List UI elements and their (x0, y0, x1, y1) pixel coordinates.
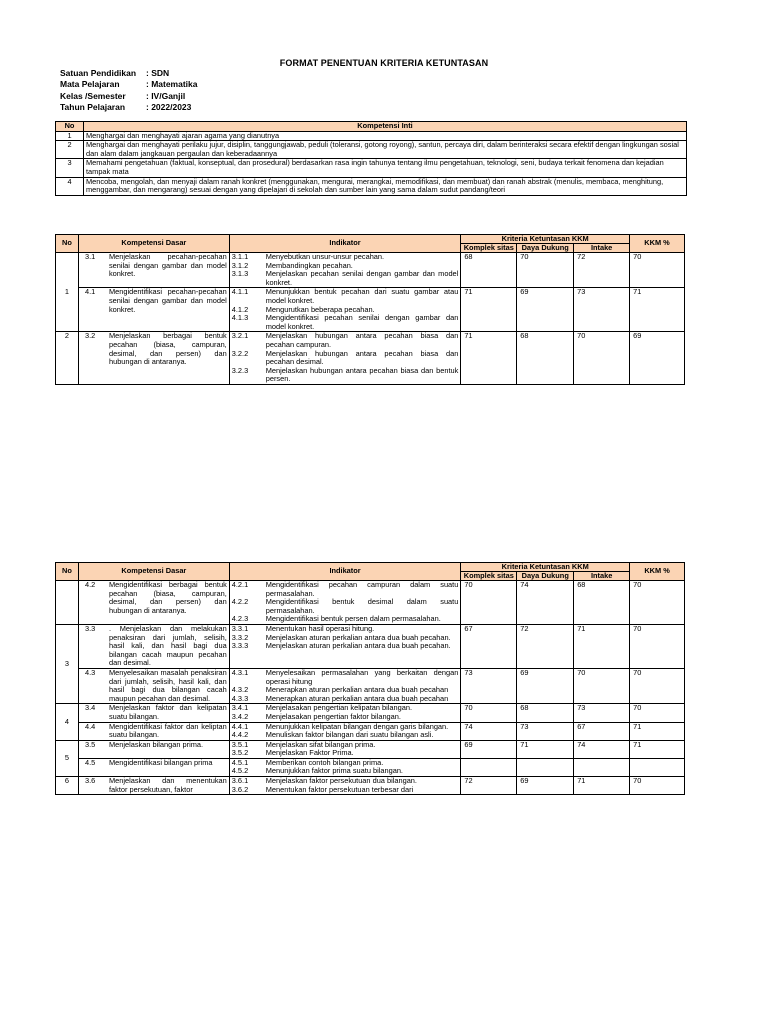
indikator-code: 4.5.2 (231, 766, 249, 776)
indikator-code: 3.1.3 (231, 269, 249, 279)
indikator-code: 4.1.1 (231, 287, 249, 297)
kompetensi-dasar-table-2 (55, 562, 685, 795)
meta-row (60, 102, 198, 113)
indikator-cell (229, 253, 461, 288)
daya-cell: 69 (517, 668, 574, 703)
indikator-code: 3.3.2 (231, 632, 249, 642)
indikator-code: 3.4.2 (231, 711, 249, 721)
indikator-code: 4.4.1 (231, 721, 249, 731)
indikator-text: Menjelaskan hubungan antara pecahan biasa dan bentuk persen. (265, 365, 459, 384)
daya-cell: 68 (517, 332, 574, 385)
kompleksitas-cell: 70 (461, 704, 517, 722)
kd-table-body (56, 581, 685, 795)
intake-cell: 73 (574, 704, 630, 722)
indikator-item (232, 786, 459, 795)
indikator-text: Menjelaskan aturan perkalian antara dua buah pecahan. (265, 632, 451, 642)
intake-cell: 72 (574, 253, 630, 288)
indikator-code: 4.5.1 (231, 757, 249, 767)
table-row (56, 177, 687, 195)
meta-value: : SDN (146, 68, 170, 78)
kd-text: Menjelaskan faktor dan kelipatan suatu bilangan. (108, 703, 227, 721)
indikator-text: Mengidentifikasi bentuk persen dalam permasalahan. (265, 614, 441, 624)
intake-cell: 74 (574, 740, 630, 758)
kd-code: 4.1 (84, 287, 96, 297)
daya-cell: 71 (517, 740, 574, 758)
kd-table-head (56, 235, 685, 253)
table-row (56, 624, 685, 668)
indikator-item (232, 695, 459, 704)
indikator-item (232, 669, 459, 686)
col-header-daya-dukung: Daya Dukung (517, 572, 574, 581)
kompleksitas-cell: 71 (461, 332, 517, 385)
table-row (56, 288, 685, 332)
identity-block (60, 68, 198, 114)
kompetensi-inti-table (55, 121, 687, 196)
col-header-kkm: KKM % (630, 563, 685, 581)
table-row (56, 581, 685, 625)
kd-code: 3.1 (84, 252, 96, 261)
kd-item (81, 332, 227, 366)
indikator-text: Memberikan contoh bilangan prima. (265, 757, 384, 767)
kd-item (81, 253, 227, 279)
indikator-item (232, 314, 459, 331)
daya-cell (517, 758, 574, 776)
indikator-code: 3.5.2 (231, 748, 249, 758)
intake-cell: 68 (574, 581, 630, 625)
indikator-item (232, 332, 459, 349)
indikator-code: 3.4.1 (231, 703, 249, 713)
daya-cell: 69 (517, 288, 574, 332)
no-cell: 1 (56, 253, 79, 332)
indikator-item (232, 731, 459, 740)
indikator-text: Mengurutkan beberapa pecahan. (265, 304, 375, 314)
daya-cell: 70 (517, 253, 574, 288)
indikator-text: Menjelaskan pecahan senilai dengan gambar dan model konkret. (265, 269, 459, 287)
intake-cell (574, 758, 630, 776)
kd-item (81, 288, 227, 314)
meta-row (60, 91, 198, 102)
indikator-item (232, 270, 459, 287)
col-header-kriteria: Kriteria Ketuntasan KKM (461, 563, 630, 572)
indikator-cell (229, 777, 461, 795)
table-row (56, 722, 685, 740)
indikator-cell (229, 758, 461, 776)
kd-code: 4.5 (84, 757, 96, 767)
indikator-text: Menjelaskan hubungan antara pecahan biasa dan pecahan desimal. (265, 348, 459, 367)
kd-text: Menjelaskan berbagai bentuk pecahan (biasa, campuran, desimal, dan persen) dan hubungan di antaranya. (108, 331, 227, 367)
kd-text: Mengidentifikasi berbagai bentuk pecahan (biasa, campuran, desimal, dan persen) dan hubungan di antaranya. (108, 580, 227, 615)
kd-table-head (56, 563, 685, 581)
col-header-kriteria: Kriteria Ketuntasan KKM (461, 235, 630, 244)
no-cell (56, 581, 79, 625)
kd-cell (78, 253, 229, 288)
meta-key: Satuan Pendidikan (60, 68, 137, 78)
table-row (56, 704, 685, 722)
col-header-indikator: Indikator (229, 235, 461, 253)
ki-text-cell: Menghargai dan menghayati ajaran agama yang dianutnya (84, 131, 687, 141)
intake-cell: 67 (574, 722, 630, 740)
meta-row (60, 68, 198, 79)
kd-cell (78, 332, 229, 385)
kd-text: . Menjelaskan dan melakukan penaksiran dari jumlah, selisih, hasil kali, dan hasil bagi dua bilangan cacah maupun pecahan dan desimal. (108, 623, 227, 668)
indikator-cell (229, 668, 461, 703)
kd-table-body (56, 253, 685, 385)
kd-text: Mengidentifikasi bilangan prima (108, 757, 213, 767)
col-header-ki: Kompetensi Inti (84, 122, 687, 132)
indikator-cell (229, 722, 461, 740)
table-header-row (56, 122, 687, 132)
indikator-code: 4.2.3 (231, 614, 249, 624)
no-cell: 2 (56, 332, 79, 385)
kd-code: 3.2 (84, 331, 96, 341)
kd-item (81, 759, 227, 768)
kompetensi-dasar-table-1 (55, 234, 685, 385)
indikator-cell (229, 704, 461, 722)
kompleksitas-cell: 70 (461, 581, 517, 625)
indikator-code: 3.6.2 (231, 784, 249, 794)
kd-cell (78, 668, 229, 703)
kkm-cell: 70 (630, 777, 685, 795)
indikator-cell (229, 332, 461, 385)
meta-value: : Matematika (146, 79, 198, 90)
kd-item (81, 777, 227, 794)
ki-text-cell: Mencoba, mengolah, dan menyaji dalam ranah konkret (menggunakan, mengurai, merangkai, memodifikasi, dan membuat) dan ranah abstrak (menulis, membaca, menghitung, menggambar, dan mengarang) sesuai dengan yang dipelajari di sekolah dan sumber lain yang sama dalam sudut pandang/teori (84, 177, 687, 195)
intake-cell: 71 (574, 777, 630, 795)
kd-item (81, 723, 227, 740)
kd-cell (78, 288, 229, 332)
indikator-code: 3.2.1 (231, 331, 249, 341)
meta-key: Kelas /Semester (60, 90, 126, 101)
kd-item (81, 625, 227, 668)
kd-cell (78, 624, 229, 668)
col-header-kd: Kompetensi Dasar (78, 235, 229, 253)
kkm-cell: 71 (630, 722, 685, 740)
indikator-text: Menjelasakan pengertian faktor bilangan. (265, 711, 401, 721)
kd-text: Menjelaskan dan menentukan faktor persekutuan, faktor (108, 776, 227, 794)
indikator-text: Menyebutkan unsur-unsur pecahan. (265, 252, 385, 261)
col-header-indikator: Indikator (229, 563, 461, 581)
meta-value: : IV/Ganjil (146, 90, 186, 101)
meta-key: Mata Pelajaran (60, 79, 120, 90)
kompleksitas-cell: 74 (461, 722, 517, 740)
kd-code: 4.2 (84, 580, 96, 589)
col-header-intake: Intake (574, 244, 630, 253)
indikator-code: 3.3.3 (231, 641, 249, 651)
kd-code: 3.6 (84, 776, 96, 786)
indikator-text: Menunjukkan kelipatan bilangan dengan garis bilangan. (265, 721, 449, 731)
indikator-item (232, 350, 459, 367)
indikator-item (232, 288, 459, 305)
indikator-item (232, 598, 459, 615)
col-header-kompleksitas: Komplek sitas (461, 572, 517, 581)
ki-no-cell: 2 (56, 141, 84, 159)
indikator-text: Membandingkan pecahan. (265, 260, 353, 270)
indikator-text: Menerapkan aturan perkalian antara dua buah pecahan (265, 685, 449, 695)
indikator-text: Menentukan hasil operasi hitung. (265, 623, 375, 633)
kompleksitas-cell: 67 (461, 624, 517, 668)
col-header-no: No (56, 563, 79, 581)
kkm-cell: 70 (630, 581, 685, 625)
indikator-text: Menunjukkan bentuk pecahan dari suatu gambar atau model konkret. (265, 287, 459, 305)
no-cell: 4 (56, 704, 79, 740)
indikator-text: Menjelasakan pengertian kelipatan bilangan. (265, 703, 413, 713)
indikator-code: 4.3.2 (231, 685, 249, 695)
daya-cell: 69 (517, 777, 574, 795)
ki-no-cell: 4 (56, 177, 84, 195)
indikator-text: Menjelaskan hubungan antara pecahan biasa dan pecahan campuran. (265, 331, 459, 349)
indikator-cell (229, 581, 461, 625)
kompleksitas-cell: 72 (461, 777, 517, 795)
kd-code: 4.3 (84, 667, 96, 677)
indikator-code: 3.2.3 (231, 365, 249, 375)
col-header-kompleksitas: Komplek sitas (461, 244, 517, 253)
indikator-item (232, 713, 459, 722)
kd-cell (78, 777, 229, 795)
indikator-item (232, 615, 459, 624)
kd-code: 3.3 (84, 623, 96, 633)
indikator-code: 3.1.2 (231, 260, 249, 270)
table-row (56, 668, 685, 703)
indikator-code: 4.1.2 (231, 304, 249, 314)
no-cell: 3 (56, 624, 79, 703)
ki-text-cell: Memahami pengetahuan (faktual, konseptual, dan prosedural) berdasarkan rasa ingin tahunya tentang ilmu pengetahuan, teknologi, seni, budaya terkait fenomena dan kejadian tampak mata (84, 159, 687, 177)
indikator-text: Mengidentifikasi pecahan senilai dengan gambar dan model konkret. (265, 313, 459, 331)
col-header-no: No (56, 122, 84, 132)
kd-code: 3.4 (84, 703, 96, 713)
kd-item (81, 704, 227, 721)
indikator-text: Menerapkan aturan perkalian antara dua buah pecahan (265, 693, 449, 703)
no-cell: 6 (56, 777, 79, 795)
col-header-daya-dukung: Daya Dukung (517, 244, 574, 253)
kompleksitas-cell: 73 (461, 668, 517, 703)
kkm-cell: 71 (630, 288, 685, 332)
ki-body (56, 131, 687, 195)
ki-text-cell: Menghargai dan menghayati perilaku jujur, disiplin, tanggungjawab, peduli (toleransi, gotong royong), santun, percaya diri, dalam berinteraksi secara efektif dengan lingkungan sosial dan alam dalam jangkauan pergaulan dan keberadaannya (84, 141, 687, 159)
indikator-text: Menjelaskan aturan perkalian antara dua buah pecahan. (265, 641, 451, 651)
indikator-code: 3.6.1 (231, 776, 249, 786)
kd-code: 4.4 (84, 721, 96, 731)
indikator-item (232, 642, 459, 651)
intake-cell: 70 (574, 332, 630, 385)
intake-cell: 71 (574, 624, 630, 668)
col-header-kkm: KKM % (630, 235, 685, 253)
indikator-code: 4.2.2 (231, 597, 249, 607)
indikator-text: Menentukan faktor persekutuan terbesar dari (265, 784, 414, 794)
kkm-cell: 69 (630, 332, 685, 385)
indikator-item (232, 749, 459, 758)
kd-item (81, 669, 227, 703)
indikator-cell (229, 624, 461, 668)
indikator-code: 3.2.2 (231, 348, 249, 358)
kd-code: 3.5 (84, 739, 96, 749)
table-row (56, 740, 685, 758)
kompleksitas-cell: 71 (461, 288, 517, 332)
kkm-cell: 70 (630, 253, 685, 288)
indikator-text: Menyelesaikan permasalahan yang berkaitan dengan operasi hitung (265, 667, 459, 686)
meta-row (60, 79, 198, 90)
kd-text: Menjelaskan pecahan-pecahan senilai dengan gambar dan model konkret. (108, 252, 227, 279)
table-row (56, 758, 685, 776)
kd-cell (78, 581, 229, 625)
table-row (56, 141, 687, 159)
kd-item (81, 581, 227, 615)
kd-text: Mengidentifikasi pecahan-pecahan senilai dengan gambar dan model konkret. (108, 287, 227, 314)
intake-cell: 73 (574, 288, 630, 332)
indikator-code: 4.3.1 (231, 667, 249, 677)
kd-text: Mengidentifikasi faktor dan keliptan suatu bilangan. (108, 721, 227, 740)
indikator-code: 3.5.1 (231, 739, 249, 749)
indikator-code: 3.1.1 (231, 252, 249, 261)
table-row (56, 332, 685, 385)
indikator-cell (229, 288, 461, 332)
no-cell: 5 (56, 740, 79, 776)
meta-value: : 2022/2023 (146, 102, 192, 113)
kd-text: Menyelesaikan masalah penaksiran dari jumlah, selisih, hasil kali, dan hasil bagi dua bilangan cacah maupun pecahan dan desimal. (108, 667, 227, 703)
kkm-cell (630, 758, 685, 776)
document-title: FORMAT PENENTUAN KRITERIA KETUNTASAN (279, 58, 489, 68)
indikator-code: 4.1.3 (231, 313, 249, 323)
table-row (56, 159, 687, 177)
col-header-kd: Kompetensi Dasar (78, 563, 229, 581)
col-header-no: No (56, 235, 79, 253)
indikator-code: 4.4.2 (231, 730, 249, 740)
kompleksitas-cell: 69 (461, 740, 517, 758)
col-header-intake: Intake (574, 572, 630, 581)
indikator-code: 4.2.1 (231, 580, 249, 589)
indikator-text: Menjelaskan faktor persekutuan dua bilangan. (265, 776, 417, 786)
daya-cell: 74 (517, 581, 574, 625)
table-row (56, 777, 685, 795)
kompleksitas-cell: 68 (461, 253, 517, 288)
indikator-text: Menuliskan faktor bilangan dari suatu bilangan asli. (265, 730, 434, 740)
meta-key: Tahun Pelajaran (60, 102, 126, 113)
indikator-cell (229, 740, 461, 758)
kkm-cell: 70 (630, 704, 685, 722)
kkm-cell: 70 (630, 624, 685, 668)
daya-cell: 73 (517, 722, 574, 740)
indikator-code: 4.3.3 (231, 693, 249, 703)
indikator-text: Menjelaskan sifat bilangan prima. (265, 739, 376, 749)
indikator-item (232, 581, 459, 598)
ki-no-cell: 1 (56, 131, 84, 141)
indikator-text: Menjelaskan Faktor Prima. (265, 748, 354, 758)
kd-cell (78, 722, 229, 740)
kd-text: Menjelaskan bilangan prima. (108, 739, 204, 749)
kd-cell (78, 704, 229, 722)
kkm-cell: 70 (630, 668, 685, 703)
table-row (56, 253, 685, 288)
indikator-text: Mengidentifikasi pecahan campuran dalam suatu permasalahan. (265, 580, 459, 598)
indikator-text: Menunjukkan faktor prima suatu bilangan. (265, 766, 403, 776)
kd-cell (78, 740, 229, 758)
daya-cell: 72 (517, 624, 574, 668)
indikator-text: Mengidentifikasi bentuk desimal dalam suatu permasalahan. (265, 597, 459, 615)
indikator-item (232, 367, 459, 384)
kompleksitas-cell (461, 758, 517, 776)
kkm-cell: 71 (630, 740, 685, 758)
indikator-item (232, 767, 459, 776)
kd-cell (78, 758, 229, 776)
ki-no-cell: 3 (56, 159, 84, 177)
intake-cell: 70 (574, 668, 630, 703)
daya-cell: 68 (517, 704, 574, 722)
indikator-code: 3.3.1 (231, 623, 249, 633)
kd-item (81, 741, 227, 750)
